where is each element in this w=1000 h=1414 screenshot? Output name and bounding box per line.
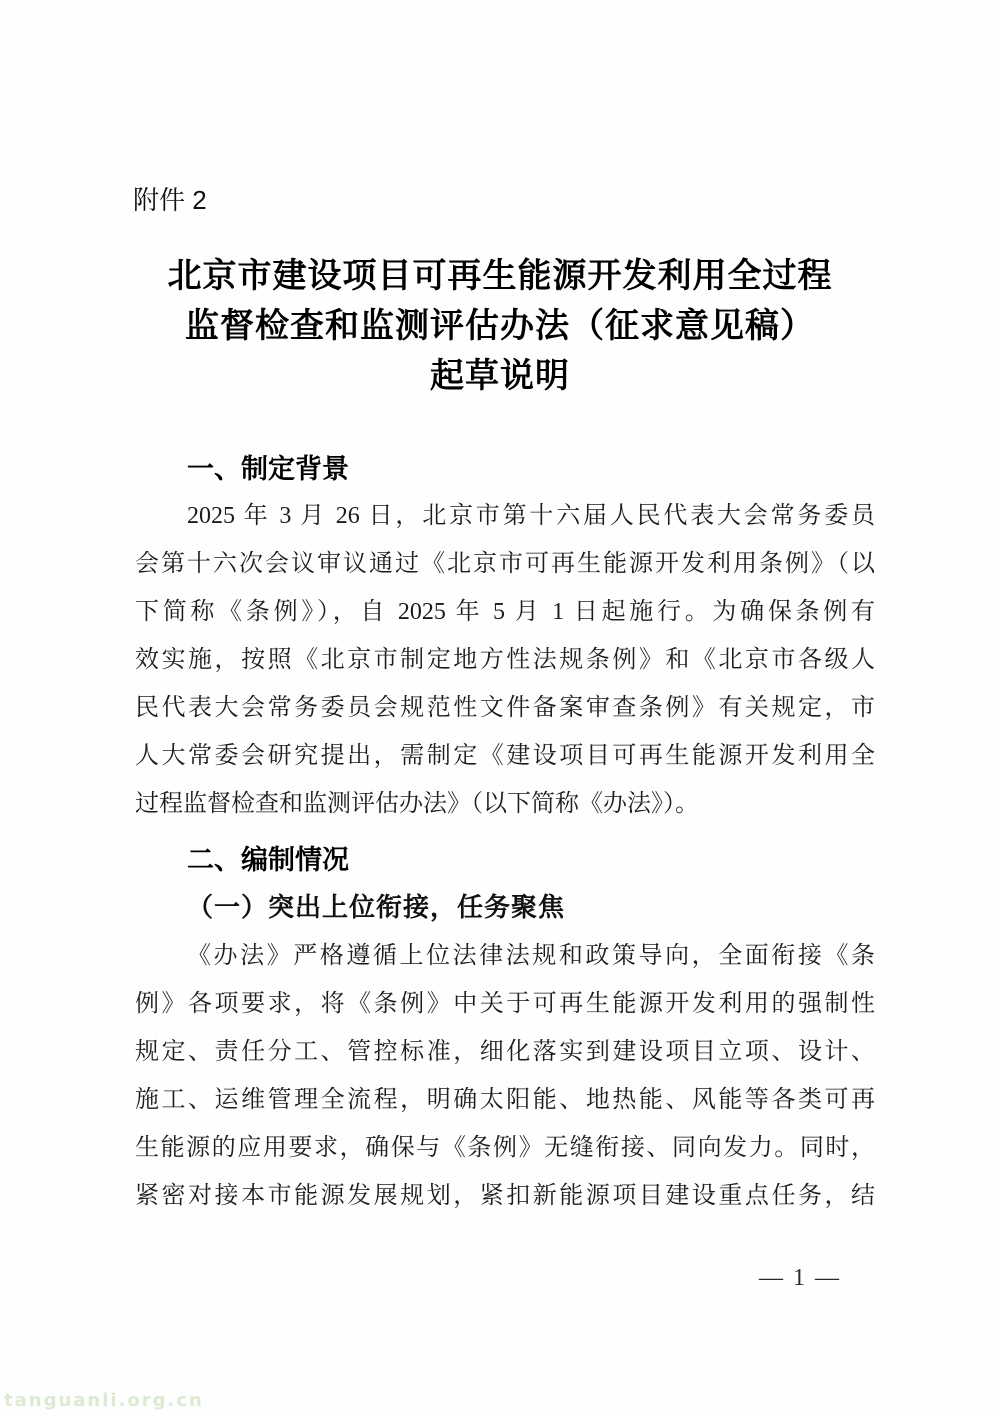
document-title (0, 252, 1000, 402)
body-line: 民代表大会常务委员会规范性文件备案审查条例》有关规定，市 (135, 695, 875, 721)
body-line: 效实施，按照《北京市制定地方性法规条例》和《北京市各级人 (135, 647, 875, 673)
watermark-text: tanguanli.org.cn (4, 1390, 204, 1411)
section-heading: 二、编制情况 (187, 845, 349, 875)
body-line: 紧密对接本市能源发展规划，紧扣新能源项目建设重点任务，结 (135, 1183, 875, 1209)
body-line: 生能源的应用要求，确保与《条例》无缝衔接、同向发力。同时， (135, 1135, 875, 1161)
document-title-line: 监督检查和监测评估办法（征求意见稿） (185, 308, 815, 345)
body-line: 规定、责任分工、管控标准，细化落实到建设项目立项、设计、 (135, 1039, 875, 1065)
body-line: 2025 年 3 月 26 日，北京市第十六届人民代表大会常务委员 (187, 503, 875, 529)
body-line: 施工、运维管理全流程，明确太阳能、地热能、风能等各类可再 (135, 1087, 875, 1113)
body-line: 《办法》严格遵循上位法律法规和政策导向，全面衔接《条 (187, 943, 875, 969)
body-line: 会第十六次会议审议通过《北京市可再生能源开发利用条例》（以 (135, 551, 875, 577)
body-line: 人大常委会研究提出，需制定《建设项目可再生能源开发利用全 (135, 743, 875, 769)
document-title-line: 北京市建设项目可再生能源开发利用全过程 (167, 258, 833, 295)
section-heading: 一、制定背景 (187, 454, 349, 484)
document-title-line: 起草说明 (430, 358, 570, 395)
body-line: 例》各项要求，将《条例》中关于可再生能源开发利用的强制性 (135, 991, 875, 1017)
page-number: — 1 — (759, 1265, 841, 1291)
attachment-label: 附件 2 (133, 185, 207, 215)
subsection-heading: （一）突出上位衔接，任务聚焦 (187, 893, 566, 922)
body-line: 过程监督检查和监测评估办法》（以下简称《办法》）。 (135, 791, 699, 817)
body-line: 下简称《条例》），自 2025 年 5 月 1 日起施行。为确保条例有 (135, 599, 875, 625)
